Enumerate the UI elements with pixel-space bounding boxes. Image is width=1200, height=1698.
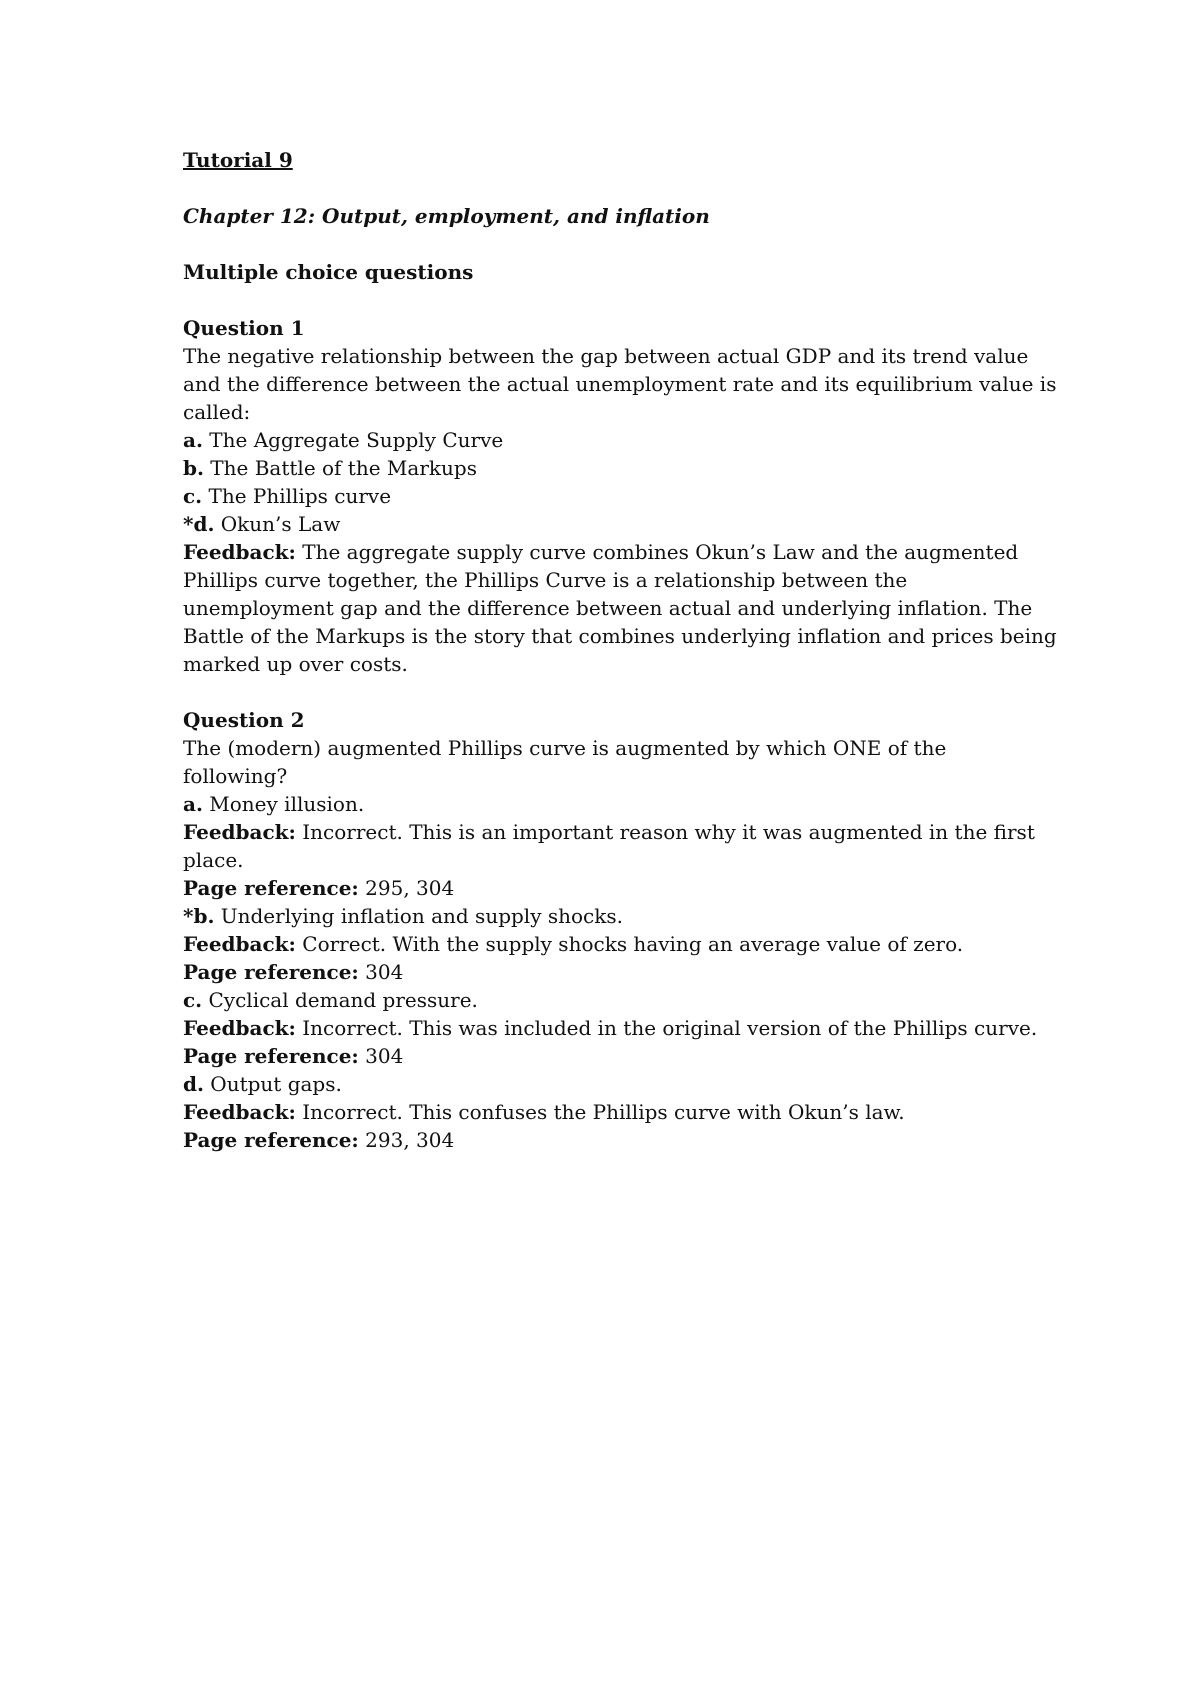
- feedback-text: Incorrect. This confuses the Phillips curve with Okun’s law.: [295, 1100, 905, 1124]
- option-c: [183, 482, 1043, 510]
- feedback-line: marked up over costs.: [183, 652, 408, 676]
- feedback-text: The aggregate supply curve combines Okun’s Law and the augmented: [295, 540, 1019, 564]
- option-text: Output gaps.: [203, 1072, 342, 1096]
- option-d: [183, 1070, 1043, 1098]
- option-text: Cyclical demand pressure.: [202, 988, 478, 1012]
- page-reference-value: 304: [358, 960, 404, 984]
- feedback-line: [183, 1014, 1043, 1042]
- option-label: *b.: [183, 904, 215, 928]
- feedback-line: unemployment gap and the difference between actual and underlying inflation. The: [183, 596, 1033, 620]
- feedback-line: [183, 1098, 1043, 1126]
- page-reference: [183, 958, 1043, 986]
- question-heading: Question 1: [183, 316, 305, 340]
- feedback-line: place.: [183, 848, 244, 872]
- option-label: a.: [183, 792, 203, 816]
- document-title: Tutorial 9: [183, 148, 293, 172]
- question-stem-line: The negative relationship between the gap between actual GDP and its trend value: [183, 344, 1029, 368]
- option-text: The Phillips curve: [202, 484, 392, 508]
- page-reference: [183, 874, 1043, 902]
- chapter-title: Chapter 12: Output, employment, and inflation: [183, 204, 710, 228]
- feedback-text: Incorrect. This was included in the original version of the Phillips curve.: [295, 1016, 1038, 1040]
- option-d-correct: [183, 510, 1043, 538]
- page-reference: [183, 1042, 1043, 1070]
- question-stem-line: called:: [183, 400, 251, 424]
- feedback-line: Battle of the Markups is the story that combines underlying inflation and prices being: [183, 624, 1057, 648]
- option-label: a.: [183, 428, 203, 452]
- feedback-label: Feedback:: [183, 932, 296, 956]
- question-stem-line: The (modern) augmented Phillips curve is augmented by which ONE of the: [183, 736, 947, 760]
- feedback-line: [183, 930, 1043, 958]
- option-label: d.: [183, 1072, 204, 1096]
- option-text: The Battle of the Markups: [203, 456, 477, 480]
- question-2: [183, 706, 1043, 1154]
- feedback-label: Feedback:: [183, 540, 296, 564]
- option-b-correct: [183, 902, 1043, 930]
- option-text: Money illusion.: [202, 792, 365, 816]
- option-text: The Aggregate Supply Curve: [202, 428, 504, 452]
- question-stem-line: following?: [183, 764, 288, 788]
- question-stem-line: and the difference between the actual unemployment rate and its equilibrium value is: [183, 372, 1057, 396]
- option-text: Okun’s Law: [214, 512, 341, 536]
- feedback-label: Feedback:: [183, 1016, 296, 1040]
- option-label: *d.: [183, 512, 215, 536]
- feedback-line: [183, 538, 1043, 566]
- option-a: [183, 426, 1043, 454]
- question-heading: Question 2: [183, 708, 305, 732]
- option-label: c.: [183, 484, 203, 508]
- feedback-text: Correct. With the supply shocks having an average value of zero.: [295, 932, 964, 956]
- option-label: b.: [183, 456, 204, 480]
- document-page: [183, 146, 1057, 1154]
- option-c: [183, 986, 1043, 1014]
- feedback-text: Incorrect. This is an important reason why it was augmented in the first: [295, 820, 1035, 844]
- page-reference-label: Page reference:: [183, 1044, 359, 1068]
- feedback-label: Feedback:: [183, 1100, 296, 1124]
- section-heading: Multiple choice questions: [183, 260, 474, 284]
- feedback-label: Feedback:: [183, 820, 296, 844]
- page-reference: [183, 1126, 1043, 1154]
- page-reference-label: Page reference:: [183, 1128, 359, 1152]
- option-text: Underlying inflation and supply shocks.: [214, 904, 623, 928]
- feedback-line: [183, 818, 1043, 846]
- option-b: [183, 454, 1043, 482]
- page-reference-value: 293, 304: [358, 1128, 455, 1152]
- page-reference-label: Page reference:: [183, 876, 359, 900]
- page-reference-value: 295, 304: [358, 876, 455, 900]
- page-reference-value: 304: [358, 1044, 404, 1068]
- question-1: [183, 314, 1057, 678]
- page-reference-label: Page reference:: [183, 960, 359, 984]
- feedback-line: Phillips curve together, the Phillips Curve is a relationship between the: [183, 568, 908, 592]
- option-a: [183, 790, 1043, 818]
- option-label: c.: [183, 988, 203, 1012]
